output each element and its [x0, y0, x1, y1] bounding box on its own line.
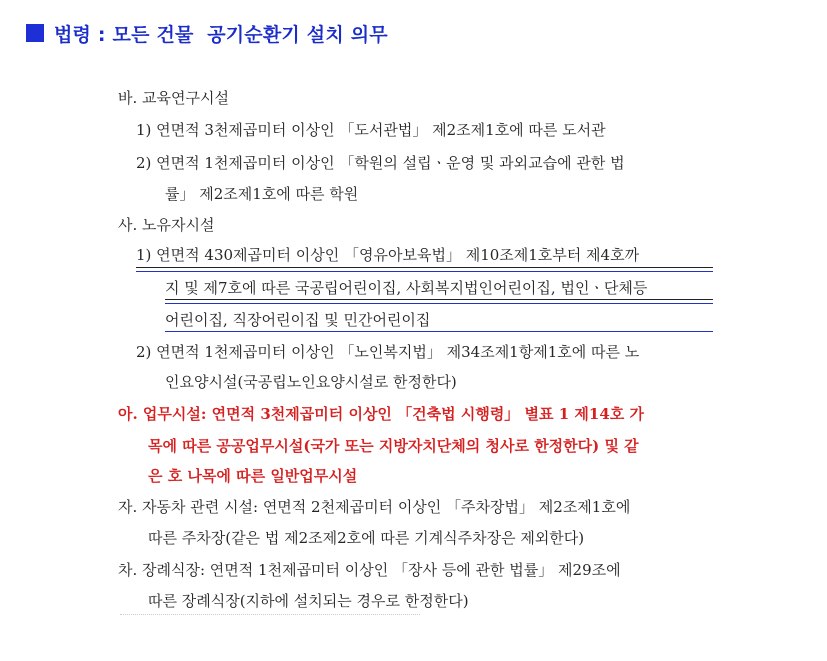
clause-library: 1) 연면적 3천제곱미터 이상인 「도서관법」 제2조제1호에 따른 도서관: [136, 121, 606, 139]
clause-childcare-line3: 어린이집, 직장어린이집 및 민간어린이집: [165, 311, 431, 329]
clause-funeral-line1: 차. 장례식장: 연면적 1천제곱미터 이상인 「장사 등에 관한 법률」 제29조에: [118, 561, 621, 579]
underline-blue-3: [165, 331, 713, 332]
clause-academy-line1: 2) 연면적 1천제곱미터 이상인 「학원의 설립ㆍ운영 및 과외교습에 관한 법: [136, 154, 625, 172]
clause-office-line1: 아. 업무시설: 연면적 3천제곱미터 이상인 「건축법 시행령」 별표 1 제14호 가: [118, 405, 644, 423]
underline-dark-2: [165, 299, 713, 300]
section-heading-welfare: 사. 노유자시설: [118, 216, 215, 234]
clause-childcare-line1: 1) 연면적 430제곱미터 이상인 「영유아보육법」 제10조제1호부터 제4호까: [136, 246, 640, 264]
clause-office-line3: 은 호 나목에 따른 일반업무시설: [148, 467, 358, 485]
clause-office-line2: 목에 따른 공공업무시설(국가 또는 지방자치단체의 청사로 한정한다) 및 같: [148, 437, 639, 455]
clause-parking-line2: 따른 주차장(같은 법 제2조제2호에 따른 기계식주차장은 제외한다): [148, 529, 585, 547]
underline-blue-1: [136, 271, 713, 272]
clause-funeral-line2: 따른 장례식장(지하에 설치되는 경우로 한정한다): [148, 592, 469, 610]
header-title: 법령 : 모든 건물 공기순환기 설치 의무: [54, 23, 388, 46]
clause-elderly-line1: 2) 연면적 1천제곱미터 이상인 「노인복지법」 제34조제1항제1호에 따른 노: [136, 343, 640, 361]
clause-academy-line2: 률」 제2조제1호에 따른 학원: [165, 185, 359, 203]
clause-parking-line1: 자. 자동차 관련 시설: 연면적 2천제곱미터 이상인 「주차장법」 제2조제1호에: [118, 498, 631, 516]
clause-childcare-line2: 지 및 제7호에 따른 국공립어린이집, 사회복지법인어린이집, 법인ㆍ단체등: [165, 279, 648, 297]
section-heading-education: 바. 교육연구시설: [118, 89, 229, 107]
clause-elderly-line2: 인요양시설(국공립노인요양시설로 한정한다): [165, 373, 457, 391]
underline-blue-2: [165, 303, 713, 304]
underline-dark-1: [136, 267, 713, 268]
scan-artifact: [120, 614, 420, 619]
